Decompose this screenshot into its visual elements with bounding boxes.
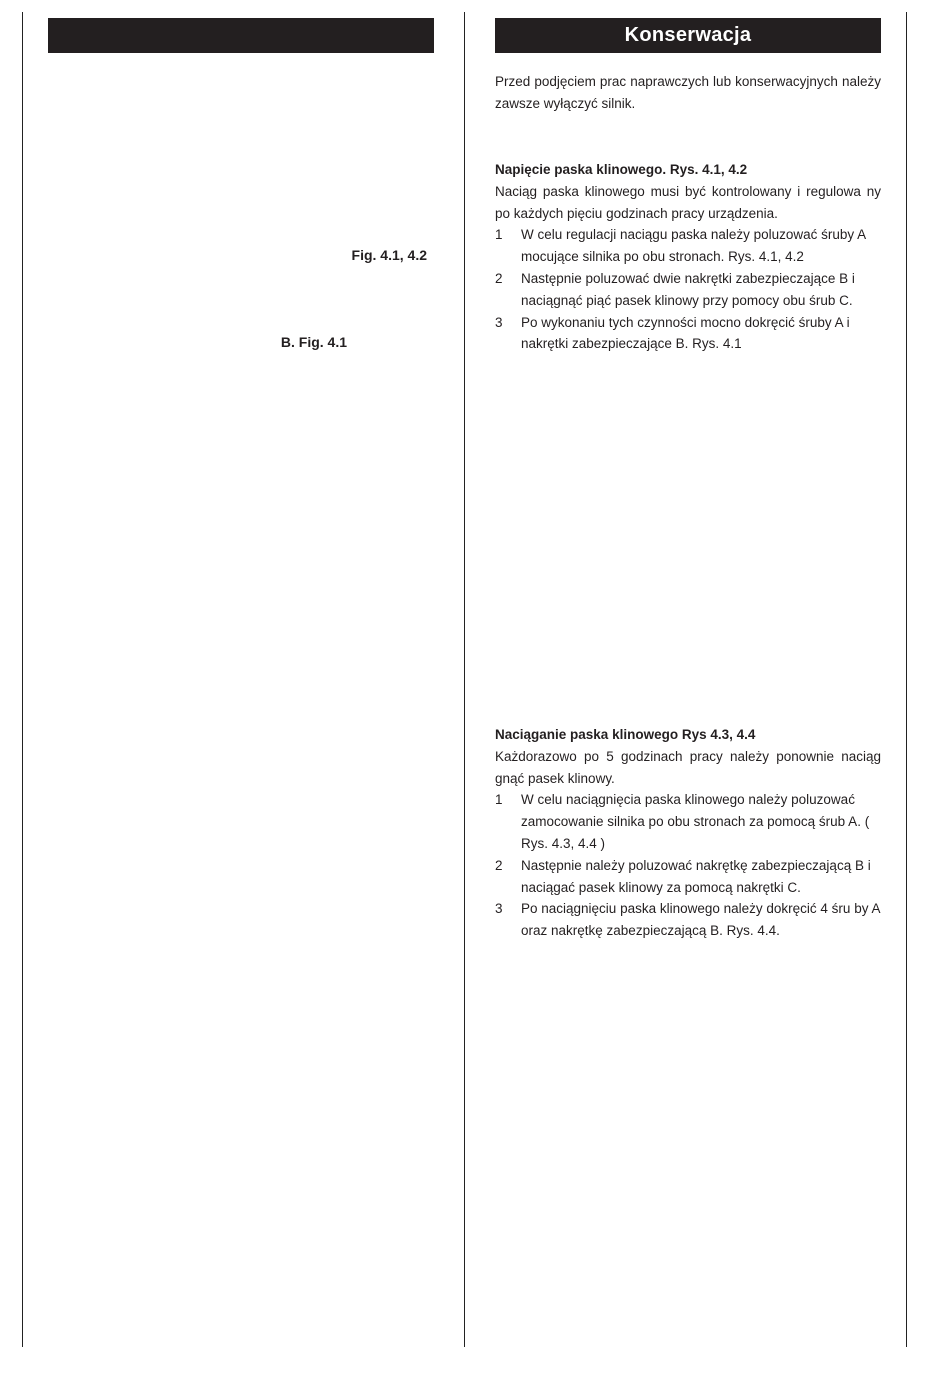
list-item <box>495 855 881 899</box>
step-text: Po wykonaniu tych czynności mocno dokręcić śruby A i nakrętki zabezpieczające B. Rys. 4.1 <box>521 314 850 352</box>
step-number: 3 <box>495 314 503 330</box>
belt-tension-lead: Naciąg paska klinowego musi być kontrolowany i regulowa ny po każdych pięciu godzinach pracy urządzenia. <box>495 183 881 221</box>
figure-label-4-1-4-2: Fig. 4.1, 4.2 <box>351 247 427 263</box>
belt-tightening-steps <box>495 789 881 942</box>
right-margin-rule <box>906 12 907 1347</box>
belt-tension-section <box>495 159 881 355</box>
figure-label-b-4-1: B. Fig. 4.1 <box>280 334 347 350</box>
belt-tightening-heading: Naciąganie paska klinowego Rys 4.3, 4.4 <box>495 727 756 742</box>
column-divider-rule <box>464 12 465 1347</box>
intro-paragraph: Przed podjęciem prac naprawczych lub konserwacyjnych należy zawsze wyłączyć silnik. <box>495 74 881 111</box>
belt-tightening-lead: Każdorazowo po 5 godzinach pracy należy ponownie naciąg gnąć pasek klinowy. <box>495 748 881 786</box>
step-number: 2 <box>495 270 503 286</box>
list-item <box>495 268 881 312</box>
step-text: Po naciągnięciu paska klinowego należy dokręcić 4 śru by A oraz nakrętkę zabezpieczającą B. Rys. 4.4. <box>521 901 880 939</box>
list-item <box>495 224 881 268</box>
belt-tightening-section <box>495 724 881 942</box>
section-title-bar <box>495 18 881 53</box>
step-text: W celu regulacji naciągu paska należy poluzować śruby A mocujące silnika po obu stronach. Rys. 4.1, 4.2 <box>521 227 866 265</box>
list-item <box>495 898 881 942</box>
list-item <box>495 789 881 854</box>
step-number: 3 <box>495 901 503 917</box>
section-title: Konserwacja <box>624 24 752 46</box>
step-number: 1 <box>495 792 503 808</box>
step-number: 1 <box>495 227 503 243</box>
step-text: W celu naciągnięcia paska klinowego należy poluzować zamocowanie silnika po obu stronach za pomocą śrub A. ( Rys. 4.3, 4.4 ) <box>521 792 870 851</box>
belt-tension-steps <box>495 224 881 355</box>
step-text: Następnie należy poluzować nakrętkę zabezpieczającą B i naciągać pasek klinowy za pomocą nakrętki C. <box>521 857 871 895</box>
step-number: 2 <box>495 857 503 873</box>
step-text: Następnie poluzować dwie nakrętki zabezpieczające B i naciągnąć piąć pasek klinowy przy pomocy obu śrub C. <box>521 270 855 308</box>
list-item <box>495 312 881 356</box>
left-header-bar <box>48 18 434 53</box>
belt-tension-heading: Napięcie paska klinowego. Rys. 4.1, 4.2 <box>495 162 748 177</box>
left-margin-rule <box>22 12 23 1347</box>
